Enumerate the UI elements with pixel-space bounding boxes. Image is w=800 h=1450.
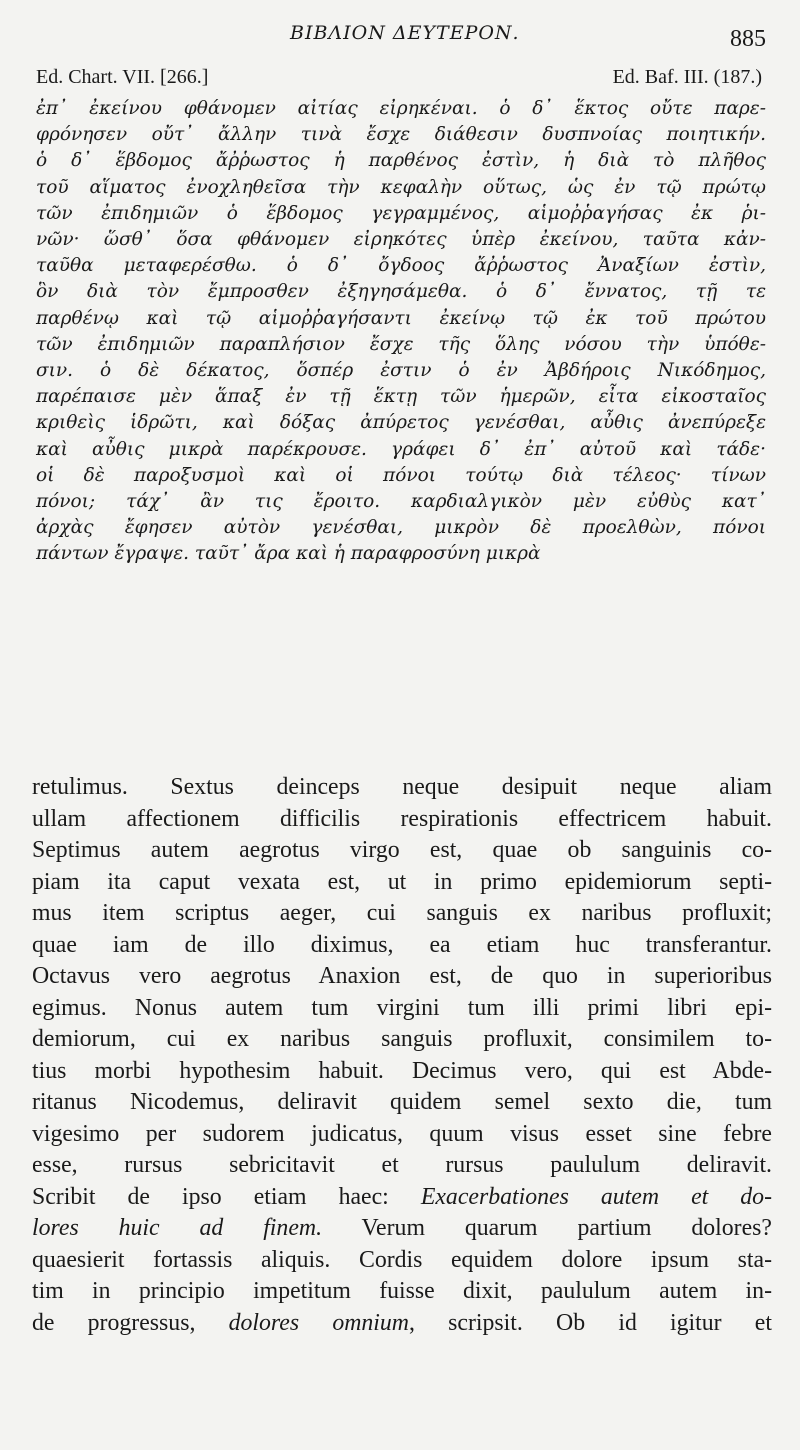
edition-reference-left: Ed. Chart. VII. [266.] bbox=[36, 66, 209, 88]
latin-text-line bbox=[32, 1119, 772, 1151]
latin-text-line bbox=[32, 804, 772, 836]
greek-text-line: σιν. ὁ δὲ δέκατος, ὅσπέρ ἐστιν ὁ ἐν Ἀβδήροις Νικόδημος, bbox=[36, 360, 766, 382]
latin-text-line bbox=[32, 867, 772, 899]
greek-text-line: πόνοι; τάχ᾽ ἂν τις ἔροιτο. καρδιαλγικὸν μὲν εὐθὺς κατ᾽ bbox=[36, 491, 766, 513]
latin-text-line bbox=[32, 1308, 772, 1340]
text-segment: demiorum, cui ex naribus sanguis profluxit, consimilem to- bbox=[32, 1026, 772, 1052]
greek-text-line: παρθένῳ καὶ τῷ αἱμοῤῥαγήσαντι ἐκείνῳ τῷ ἐκ τοῦ πρώτου bbox=[36, 307, 766, 329]
greek-text-line: πάντων ἔγραψε. ταῦτ᾽ ἄρα καὶ ἡ παραφροσύνη μικρὰ bbox=[36, 543, 541, 565]
latin-text-line bbox=[32, 1024, 772, 1056]
latin-text-line bbox=[32, 1182, 772, 1214]
running-title: ΒΙΒΛΙΟΝ ΔΕΥΤΕΡΟΝ. bbox=[290, 22, 520, 44]
greek-text-line: ταῦθα μεταφερέσθω. ὁ δ᾽ ὄγδοος ἄῤῥωστος Ἀναξίων ἐστὶν, bbox=[36, 255, 766, 277]
text-segment: tius morbi hypothesim habuit. Decimus vero, qui est Abde- bbox=[32, 1057, 772, 1084]
greek-text-line: φρόνησεν οὔτ᾽ ἄλλην τινὰ ἔσχε διάθεσιν δυσπνοίας ποιητικήν. bbox=[36, 124, 766, 146]
page-number: 885 bbox=[730, 26, 766, 52]
text-segment: quae iam de illo diximus, ea etiam huc transferantur. bbox=[32, 931, 772, 958]
text-segment: Verum quarum partium dolores? bbox=[322, 1215, 772, 1241]
latin-text-line bbox=[32, 1245, 772, 1277]
greek-text-line: παρέπαισε μὲν ἅπαξ ἐν τῇ ἕκτῃ τῶν ἡμερῶν, εἶτα εἰκοσταῖος bbox=[36, 386, 766, 408]
latin-text-block bbox=[32, 772, 772, 1339]
latin-text-line bbox=[32, 898, 772, 930]
text-segment: mus item scriptus aeger, cui sanguis ex naribus profluxit; bbox=[32, 900, 772, 926]
greek-text-line: τοῦ αἵματος ἐνοχληθεῖσα τὴν κεφαλὴν οὕτως, ὡς ἐν τῷ πρώτῳ bbox=[36, 176, 766, 198]
greek-text-block bbox=[36, 96, 766, 568]
italic-quotation: Exacerbationes autem et do- bbox=[420, 1183, 773, 1210]
latin-text-line bbox=[32, 993, 772, 1025]
text-segment: de progressus, bbox=[32, 1309, 229, 1336]
latin-text-line bbox=[32, 1087, 772, 1119]
text-segment: Septimus autem aegrotus virgo est, quae ob sanguinis co- bbox=[32, 837, 772, 863]
latin-text-line bbox=[32, 1150, 772, 1182]
latin-text-line bbox=[32, 1056, 772, 1088]
greek-text-line: ὁ δ᾽ ἕβδομος ἄῤῥωστος ἡ παρθένος ἐστὶν, ἡ διὰ τὸ πλῆθος bbox=[36, 150, 766, 172]
italic-quotation: lores huic ad finem. bbox=[32, 1215, 323, 1241]
latin-text-line bbox=[32, 961, 772, 993]
greek-text-line: οἱ δὲ παροξυσμοὶ καὶ οἱ πόνοι τούτῳ διὰ τέλεος· τίνων bbox=[36, 464, 766, 486]
latin-text-line bbox=[32, 772, 772, 804]
text-segment: quaesierit fortassis aliquis. Cordis equidem dolore ipsum sta- bbox=[32, 1246, 772, 1273]
greek-text-line: νῶν· ὥσθ᾽ ὅσα φθάνομεν εἰρηκότες ὑπὲρ ἐκείνου, ταῦτα κἀν- bbox=[36, 229, 766, 251]
text-segment: tim in principio impetitum fuisse dixit, paululum autem in- bbox=[32, 1278, 772, 1304]
greek-text-line: ἐπ᾽ ἐκείνου φθάνομεν αἰτίας εἰρηκέναι. ὁ δ᾽ ἕκτος οὔτε παρε- bbox=[36, 98, 766, 119]
text-segment: , scripsit. Ob id igitur et bbox=[409, 1309, 772, 1336]
greek-text-line: ἀρχὰς ἔφησεν αὐτὸν γενέσθαι, μικρὸν δὲ προελθὼν, πόνοι bbox=[36, 517, 766, 539]
greek-text-line: καὶ αὖθις μικρὰ παρέκρουσε. γράφει δ᾽ ἐπ᾽ αὐτοῦ καὶ τάδε· bbox=[36, 438, 766, 460]
text-segment: Octavus vero aegrotus Anaxion est, de quo in superioribus bbox=[32, 963, 772, 989]
text-segment: retulimus. Sextus deinceps neque desipuit neque aliam bbox=[32, 774, 772, 800]
latin-text-line bbox=[32, 835, 772, 867]
greek-text-line: ὃν διὰ τὸν ἔμπροσθεν ἐξηγησάμεθα. ὁ δ᾽ ἔννατος, τῇ τε bbox=[36, 281, 766, 303]
greek-text-line: τῶν ἐπιδημιῶν ὁ ἕβδομος γεγραμμένος, αἱμοῤῥαγήσας ἐκ ῥι- bbox=[36, 202, 766, 224]
greek-text-line: κριθεὶς ἱδρῶτι, καὶ δόξας ἀπύρετος γενέσθαι, αὖθις ἀνεπύρεξε bbox=[36, 412, 766, 434]
text-segment: ullam affectionem difficilis respirationis effectricem habuit. bbox=[32, 805, 772, 832]
italic-quotation: dolores omnium bbox=[228, 1309, 409, 1336]
text-segment: vigesimo per sudorem judicatus, quum visus esset sine febre bbox=[32, 1120, 772, 1147]
text-segment: egimus. Nonus autem tum virgini tum illi primi libri epi- bbox=[32, 994, 772, 1021]
latin-text-line bbox=[32, 930, 772, 962]
text-segment: ritanus Nicodemus, deliravit quidem semel sexto die, tum bbox=[32, 1089, 772, 1115]
text-segment: esse, rursus sebricitavit et rursus paululum deliravit. bbox=[32, 1152, 772, 1178]
text-segment: Scribit de ipso etiam haec: bbox=[32, 1183, 421, 1210]
text-segment: piam ita caput vexata est, ut in primo epidemiorum septi- bbox=[32, 868, 772, 895]
latin-text-line bbox=[32, 1276, 772, 1308]
edition-reference-right: Ed. Baf. III. (187.) bbox=[612, 66, 762, 88]
latin-text-line bbox=[32, 1213, 772, 1245]
greek-text-line: τῶν ἐπιδημιῶν παραπλήσιον ἔσχε τῆς ὅλης νόσου τὴν ὑπόθε- bbox=[36, 333, 766, 355]
